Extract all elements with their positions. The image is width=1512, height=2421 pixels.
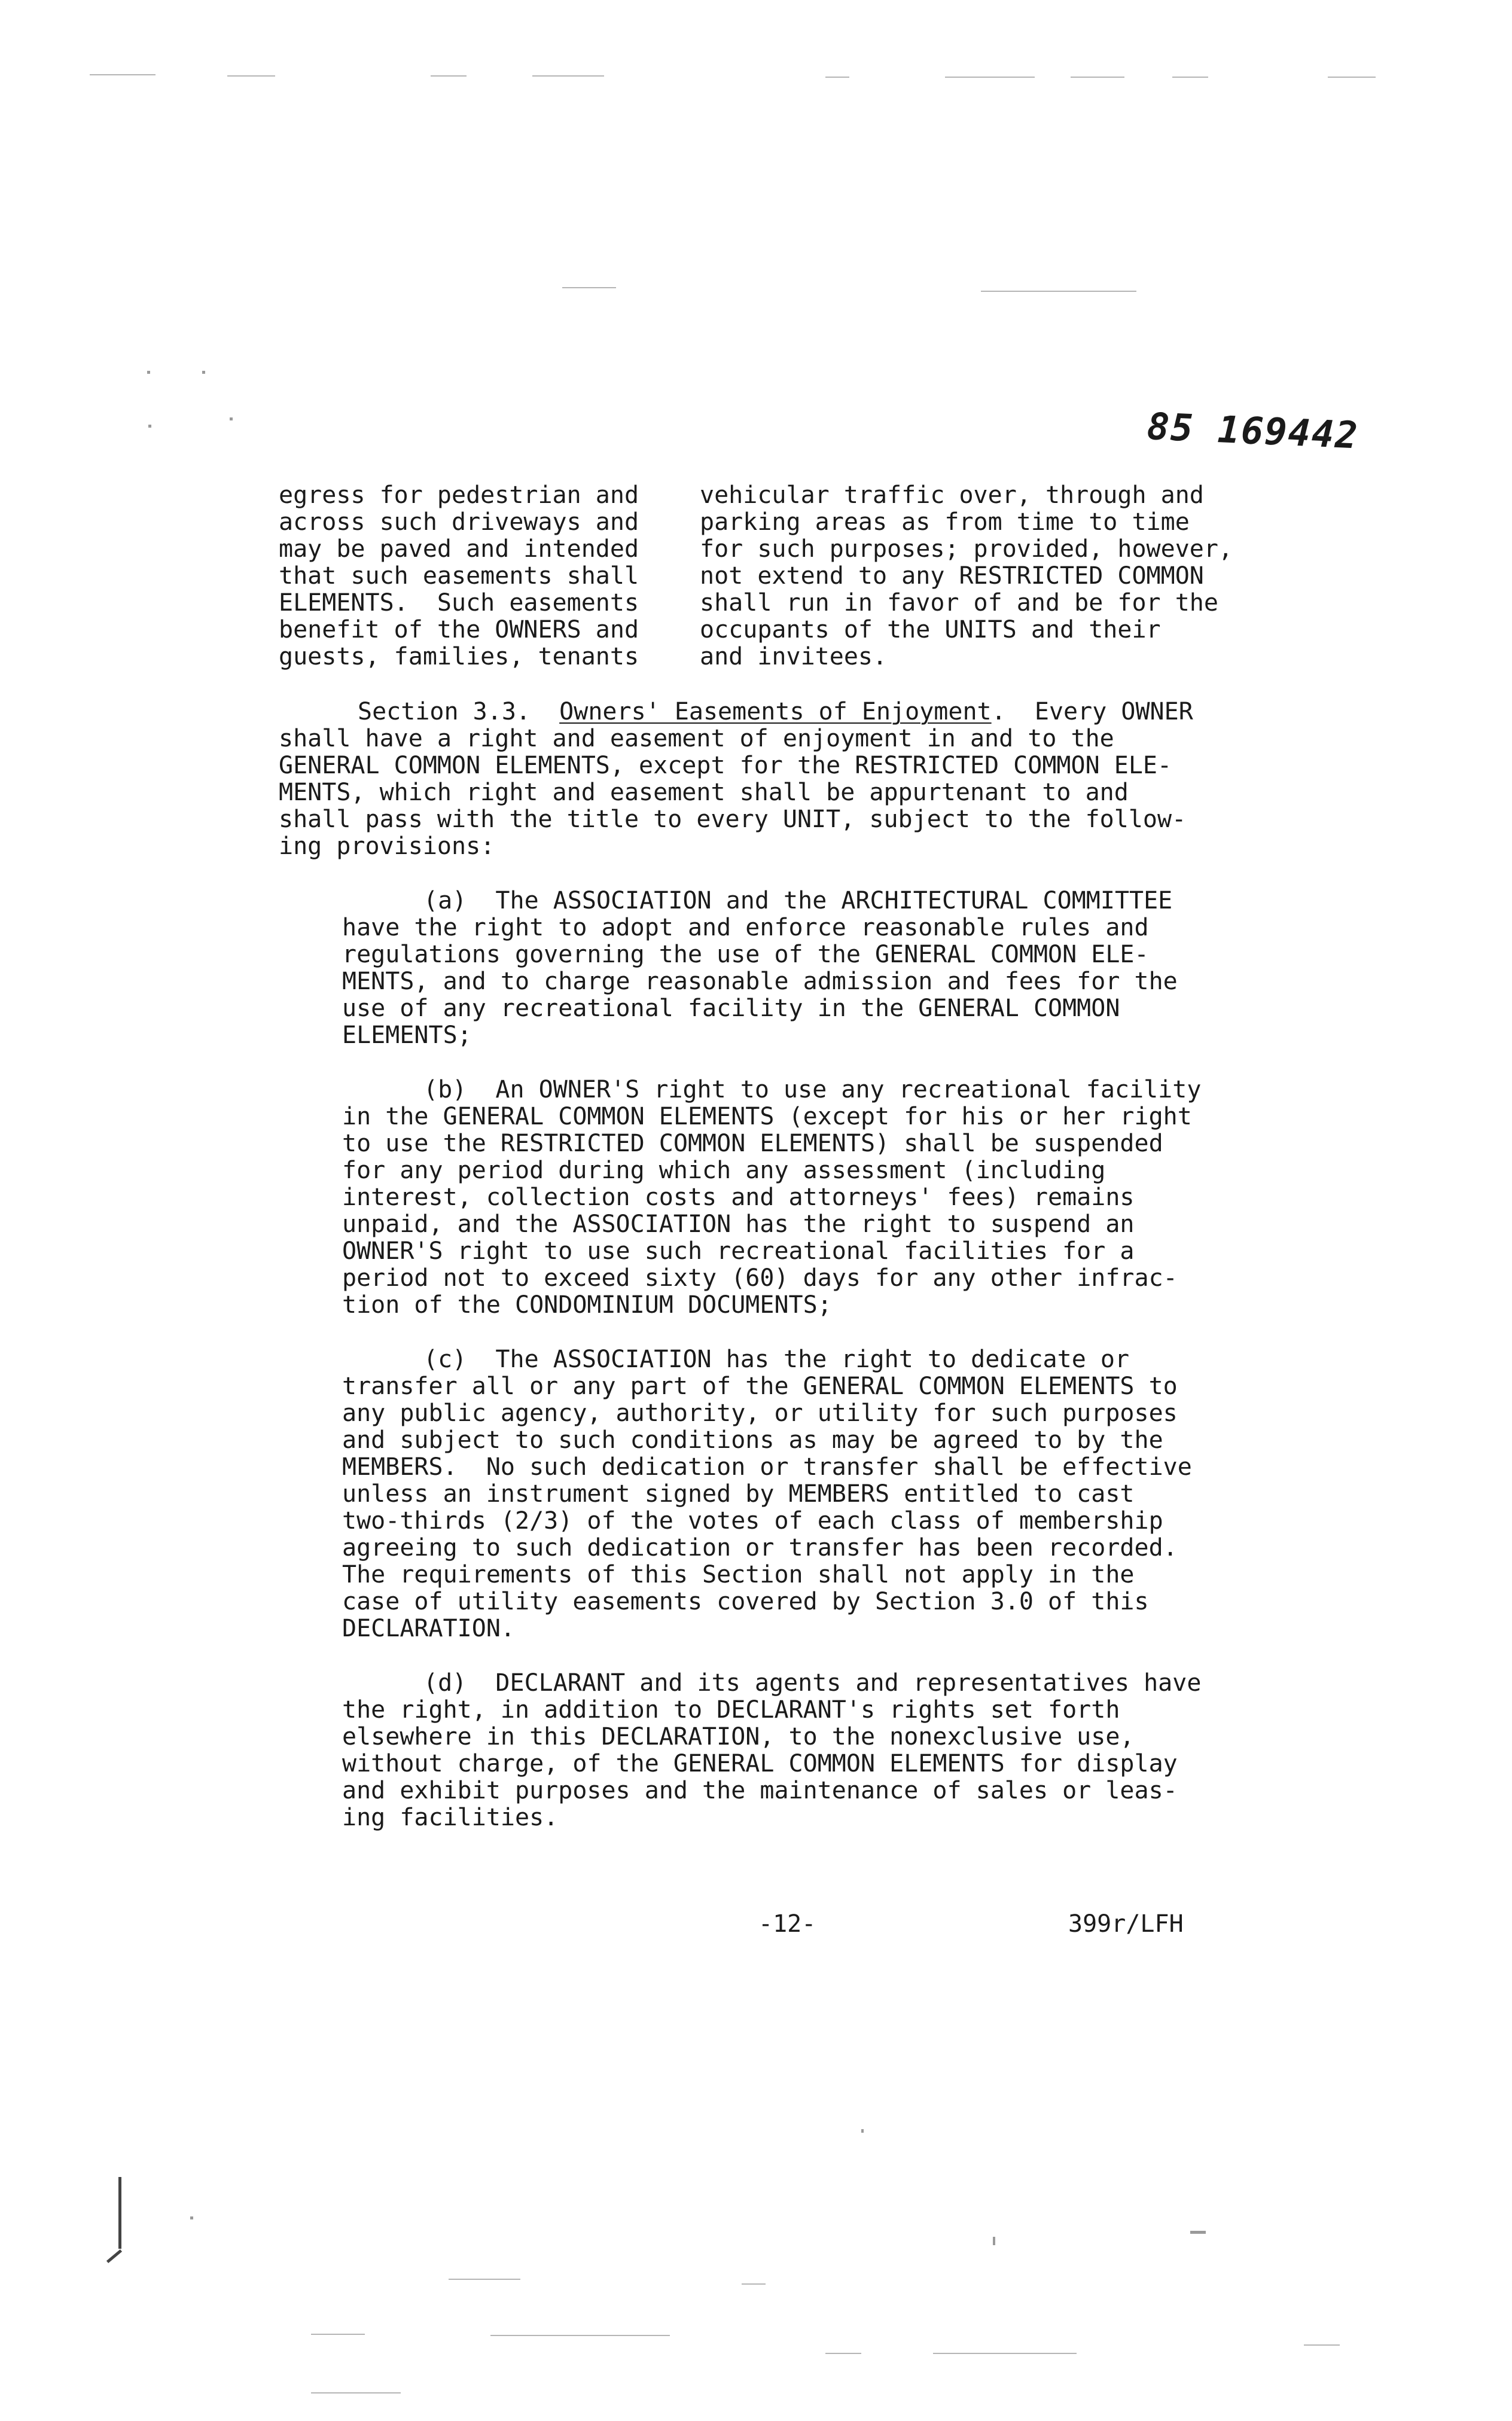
subsection-b-line: to use the RESTRICTED COMMON ELEMENTS) shall be suspended: [342, 1130, 1163, 1157]
intro-right-line: shall run in favor of and be for the: [700, 589, 1218, 617]
subsection-c-line: MEMBERS. No such dedication or transfer shall be effective: [342, 1453, 1192, 1481]
subsection-b-line: period not to exceed sixty (60) days for any other infrac-: [342, 1264, 1178, 1292]
document-recording-number: 85 169442: [1146, 404, 1360, 458]
subsection-b-line: for any period during which any assessment (including: [342, 1157, 1106, 1184]
subsection-a-line: regulations governing the use of the GENERAL COMMON ELE-: [342, 941, 1149, 968]
intro-right-line: parking areas as from time to time: [700, 508, 1190, 536]
scan-edge-mark: [106, 2249, 122, 2263]
document-code: 399r/LFH: [1068, 1910, 1184, 1938]
scan-artifact-line: [490, 2335, 670, 2336]
subsection-b-line: (b) An OWNER'S right to use any recreational facility: [423, 1076, 1202, 1103]
intro-left-line: may be paved and intended: [279, 535, 639, 563]
intro-left-line: that such easements shall: [279, 562, 639, 590]
scan-artifact-line: [311, 2334, 365, 2335]
scan-speck: [148, 425, 151, 428]
scan-speck: [190, 2216, 193, 2219]
scan-artifact-line: [945, 77, 1035, 78]
scan-artifact-line: [825, 77, 849, 78]
subsection-a-line: have the right to adopt and enforce reasonable rules and: [342, 914, 1149, 941]
scan-artifact-line: [532, 75, 604, 77]
scan-speck: [1190, 2231, 1206, 2234]
scan-artifact-line: [933, 2353, 1077, 2354]
subsection-b-line: OWNER'S right to use such recreational facilities for a: [342, 1237, 1135, 1265]
intro-right-line: occupants of the UNITS and their: [700, 616, 1161, 644]
subsection-c-line: DECLARATION.: [342, 1615, 515, 1642]
section-body-line: GENERAL COMMON ELEMENTS, except for the RESTRICTED COMMON ELE-: [279, 752, 1172, 779]
subsection-d-line: and exhibit purposes and the maintenance of sales or leas-: [342, 1777, 1178, 1804]
scan-artifact-line: [227, 75, 275, 77]
subsection-c-line: and subject to such conditions as may be agreed to by the: [342, 1426, 1163, 1454]
scan-edge-mark: [118, 2177, 121, 2249]
scan-artifact-line: [1071, 77, 1124, 78]
intro-right-line: for such purposes; provided, however,: [700, 535, 1233, 563]
subsection-a-line: (a) The ASSOCIATION and the ARCHITECTURAL COMMITTEE: [423, 887, 1173, 914]
scan-speck: [147, 371, 150, 374]
subsection-d-line: without charge, of the GENERAL COMMON ELEMENTS for display: [342, 1750, 1178, 1777]
intro-left-line: benefit of the OWNERS and: [279, 616, 639, 644]
section-body-line: ing provisions:: [279, 833, 495, 860]
scan-speck: [861, 2129, 864, 2133]
intro-right-line: and invitees.: [700, 643, 888, 670]
subsection-c-line: unless an instrument signed by MEMBERS entitled to cast: [342, 1480, 1135, 1508]
subsection-b-line: unpaid, and the ASSOCIATION has the right to suspend an: [342, 1210, 1135, 1238]
subsection-c-line: two-thirds (2/3) of the votes of each class of membership: [342, 1507, 1163, 1535]
subsection-c-line: transfer all or any part of the GENERAL COMMON ELEMENTS to: [342, 1373, 1178, 1400]
scan-artifact-line: [449, 2279, 520, 2280]
scan-artifact-line: [90, 74, 156, 75]
subsection-b-line: tion of the CONDOMINIUM DOCUMENTS;: [342, 1291, 832, 1319]
subsection-d-line: (d) DECLARANT and its agents and representatives have: [423, 1669, 1202, 1697]
scan-speck: [202, 371, 205, 374]
section-number: Section 3.3.: [358, 698, 560, 725]
subsection-c-line: agreeing to such dedication or transfer has been recorded.: [342, 1534, 1178, 1562]
scan-artifact-line: [825, 2353, 861, 2354]
subsection-a-line: use of any recreational facility in the GENERAL COMMON: [342, 995, 1120, 1022]
subsection-c-line: case of utility easements covered by Section 3.0 of this: [342, 1588, 1149, 1615]
section-heading-rest: . Every OWNER: [991, 698, 1193, 725]
intro-right-line: not extend to any RESTRICTED COMMON: [700, 562, 1204, 590]
subsection-a-line: ELEMENTS;: [342, 1022, 472, 1049]
subsection-b-line: in the GENERAL COMMON ELEMENTS (except for his or her right: [342, 1103, 1192, 1130]
subsection-c-line: The requirements of this Section shall not apply in the: [342, 1561, 1135, 1588]
section-body-line: shall pass with the title to every UNIT, subject to the follow-: [279, 806, 1187, 833]
scan-artifact-line: [1304, 2344, 1340, 2346]
scan-speck: [230, 417, 233, 420]
scan-speck: [993, 2237, 995, 2245]
subsection-c-line: any public agency, authority, or utility for such purposes: [342, 1399, 1178, 1427]
scan-artifact-line: [742, 2283, 766, 2285]
section-body-line: MENTS, which right and easement shall be appurtenant to and: [279, 779, 1129, 806]
scan-artifact-line: [1328, 77, 1376, 78]
intro-left-line: across such driveways and: [279, 508, 639, 536]
scan-artifact-line: [981, 291, 1136, 292]
intro-right-line: vehicular traffic over, through and: [700, 481, 1204, 509]
scan-artifact-line: [562, 287, 616, 288]
subsection-d-line: the right, in addition to DECLARANT's rights set forth: [342, 1696, 1120, 1724]
subsection-d-line: ing facilities.: [342, 1804, 559, 1831]
intro-left-line: guests, families, tenants: [279, 643, 639, 670]
intro-left-line: ELEMENTS. Such easements: [279, 589, 639, 617]
scan-artifact-line: [311, 2392, 401, 2393]
subsection-d-line: elsewhere in this DECLARATION, to the nonexclusive use,: [342, 1723, 1135, 1751]
section-body-line: shall have a right and easement of enjoyment in and to the: [279, 725, 1114, 752]
scan-artifact-line: [431, 75, 467, 77]
section-title: Owners' Easements of Enjoyment: [559, 698, 992, 725]
subsection-a-line: MENTS, and to charge reasonable admission and fees for the: [342, 968, 1178, 995]
section-heading-line: [279, 699, 1193, 725]
subsection-b-line: interest, collection costs and attorneys' fees) remains: [342, 1184, 1135, 1211]
scan-artifact-line: [1172, 77, 1208, 78]
subsection-c-line: (c) The ASSOCIATION has the right to dedicate or: [423, 1346, 1130, 1373]
intro-left-line: egress for pedestrian and: [279, 481, 639, 509]
page-number: -12-: [758, 1910, 816, 1938]
